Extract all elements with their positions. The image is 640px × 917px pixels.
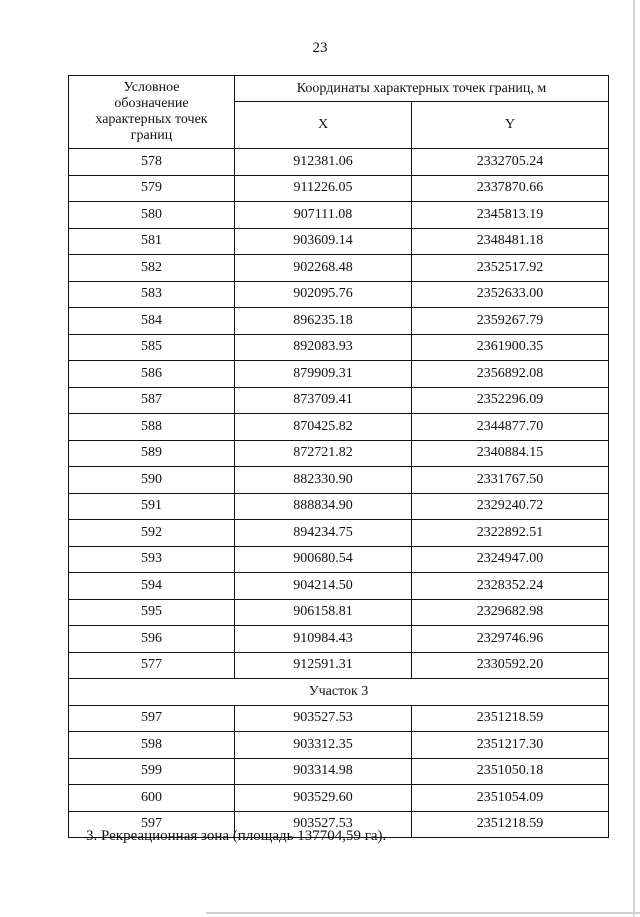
table-row bbox=[69, 520, 609, 547]
page-edge bbox=[206, 912, 640, 914]
point-id-cell: 600 bbox=[69, 785, 235, 812]
section-row bbox=[69, 679, 609, 706]
header-label-line: границ bbox=[130, 128, 173, 143]
y-coordinate-cell: 2361900.35 bbox=[412, 334, 609, 361]
y-coordinate-cell: 2322892.51 bbox=[412, 520, 609, 547]
y-coordinate-cell: 2329682.98 bbox=[412, 599, 609, 626]
x-coordinate-cell: 903312.35 bbox=[235, 732, 412, 759]
table-row bbox=[69, 573, 609, 600]
x-coordinate-cell: 906158.81 bbox=[235, 599, 412, 626]
x-coordinate-cell: 903314.98 bbox=[235, 758, 412, 785]
y-coordinate-cell: 2332705.24 bbox=[412, 149, 609, 176]
y-coordinate-cell: 2345813.19 bbox=[412, 202, 609, 229]
x-coordinate-cell: 902268.48 bbox=[235, 255, 412, 282]
table-row bbox=[69, 493, 609, 520]
point-id-cell: 591 bbox=[69, 493, 235, 520]
table-row bbox=[69, 414, 609, 441]
point-id-cell: 587 bbox=[69, 387, 235, 414]
point-id-cell: 590 bbox=[69, 467, 235, 494]
x-coordinate-cell: 903527.53 bbox=[235, 705, 412, 732]
table-row bbox=[69, 175, 609, 202]
point-id-cell: 586 bbox=[69, 361, 235, 388]
x-coordinate-cell: 879909.31 bbox=[235, 361, 412, 388]
y-coordinate-cell: 2330592.20 bbox=[412, 652, 609, 679]
x-coordinate-cell: 872721.82 bbox=[235, 440, 412, 467]
header-point-label bbox=[69, 76, 235, 149]
y-coordinate-cell: 2329240.72 bbox=[412, 493, 609, 520]
point-id-cell: 597 bbox=[69, 811, 235, 838]
table-body bbox=[69, 149, 609, 838]
x-coordinate-cell: 910984.43 bbox=[235, 626, 412, 653]
point-id-cell: 592 bbox=[69, 520, 235, 547]
y-coordinate-cell: 2329746.96 bbox=[412, 626, 609, 653]
x-coordinate-cell: 904214.50 bbox=[235, 573, 412, 600]
point-id-cell: 580 bbox=[69, 202, 235, 229]
header-label-line: характерных точек bbox=[95, 112, 208, 127]
x-coordinate-cell: 912381.06 bbox=[235, 149, 412, 176]
y-coordinate-cell: 2331767.50 bbox=[412, 467, 609, 494]
x-coordinate-cell: 903527.53 bbox=[235, 811, 412, 838]
table-row bbox=[69, 281, 609, 308]
point-id-cell: 595 bbox=[69, 599, 235, 626]
point-id-cell: 589 bbox=[69, 440, 235, 467]
table-row bbox=[69, 308, 609, 335]
point-id-cell: 588 bbox=[69, 414, 235, 441]
y-coordinate-cell: 2328352.24 bbox=[412, 573, 609, 600]
table-row bbox=[69, 467, 609, 494]
table-row bbox=[69, 732, 609, 759]
x-coordinate-cell: 903529.60 bbox=[235, 785, 412, 812]
table-row bbox=[69, 202, 609, 229]
point-id-cell: 594 bbox=[69, 573, 235, 600]
page-edge bbox=[633, 0, 635, 917]
y-coordinate-cell: 2352633.00 bbox=[412, 281, 609, 308]
y-coordinate-cell: 2344877.70 bbox=[412, 414, 609, 441]
point-id-cell: 582 bbox=[69, 255, 235, 282]
point-id-cell: 583 bbox=[69, 281, 235, 308]
y-coordinate-cell: 2351050.18 bbox=[412, 758, 609, 785]
table-row bbox=[69, 626, 609, 653]
x-coordinate-cell: 892083.93 bbox=[235, 334, 412, 361]
point-id-cell: 597 bbox=[69, 705, 235, 732]
header-coords-title: Координаты характерных точек границ, м bbox=[235, 76, 609, 102]
header-label-line: Условное bbox=[123, 80, 180, 95]
table-row bbox=[69, 334, 609, 361]
table-row bbox=[69, 758, 609, 785]
y-coordinate-cell: 2337870.66 bbox=[412, 175, 609, 202]
point-id-cell: 581 bbox=[69, 228, 235, 255]
table-row bbox=[69, 149, 609, 176]
y-coordinate-cell: 2324947.00 bbox=[412, 546, 609, 573]
table-row bbox=[69, 387, 609, 414]
y-coordinate-cell: 2340884.15 bbox=[412, 440, 609, 467]
x-coordinate-cell: 870425.82 bbox=[235, 414, 412, 441]
point-id-cell: 593 bbox=[69, 546, 235, 573]
table-row bbox=[69, 255, 609, 282]
x-coordinate-cell: 896235.18 bbox=[235, 308, 412, 335]
table-row bbox=[69, 546, 609, 573]
x-coordinate-cell: 888834.90 bbox=[235, 493, 412, 520]
table-row bbox=[69, 361, 609, 388]
table-row bbox=[69, 228, 609, 255]
point-id-cell: 579 bbox=[69, 175, 235, 202]
x-coordinate-cell: 900680.54 bbox=[235, 546, 412, 573]
section-title: Участок 3 bbox=[69, 679, 609, 706]
x-coordinate-cell: 873709.41 bbox=[235, 387, 412, 414]
y-coordinate-cell: 2352296.09 bbox=[412, 387, 609, 414]
x-coordinate-cell: 902095.76 bbox=[235, 281, 412, 308]
x-coordinate-cell: 903609.14 bbox=[235, 228, 412, 255]
header-label-line: обозначение bbox=[114, 96, 189, 111]
table-row bbox=[69, 440, 609, 467]
table-row bbox=[69, 785, 609, 812]
x-coordinate-cell: 912591.31 bbox=[235, 652, 412, 679]
point-id-cell: 584 bbox=[69, 308, 235, 335]
table-row bbox=[69, 705, 609, 732]
y-coordinate-cell: 2348481.18 bbox=[412, 228, 609, 255]
y-coordinate-cell: 2356892.08 bbox=[412, 361, 609, 388]
point-id-cell: 598 bbox=[69, 732, 235, 759]
y-coordinate-cell: 2359267.79 bbox=[412, 308, 609, 335]
header-y: Y bbox=[412, 102, 609, 149]
x-coordinate-cell: 911226.05 bbox=[235, 175, 412, 202]
x-coordinate-cell: 907111.08 bbox=[235, 202, 412, 229]
y-coordinate-cell: 2351054.09 bbox=[412, 785, 609, 812]
x-coordinate-cell: 894234.75 bbox=[235, 520, 412, 547]
table-row bbox=[69, 652, 609, 679]
y-coordinate-cell: 2351217.30 bbox=[412, 732, 609, 759]
point-id-cell: 578 bbox=[69, 149, 235, 176]
y-coordinate-cell: 2351218.59 bbox=[412, 811, 609, 838]
y-coordinate-cell: 2351218.59 bbox=[412, 705, 609, 732]
point-id-cell: 596 bbox=[69, 626, 235, 653]
table-row bbox=[69, 599, 609, 626]
point-id-cell: 599 bbox=[69, 758, 235, 785]
point-id-cell: 585 bbox=[69, 334, 235, 361]
footnote-recreation-zone: 3. Рекреационная зона (площадь 137704,59 га). bbox=[86, 828, 387, 844]
x-coordinate-cell: 882330.90 bbox=[235, 467, 412, 494]
point-id-cell: 577 bbox=[69, 652, 235, 679]
page-number: 23 bbox=[312, 40, 328, 56]
coordinates-table bbox=[68, 75, 609, 838]
y-coordinate-cell: 2352517.92 bbox=[412, 255, 609, 282]
header-x: X bbox=[235, 102, 412, 149]
